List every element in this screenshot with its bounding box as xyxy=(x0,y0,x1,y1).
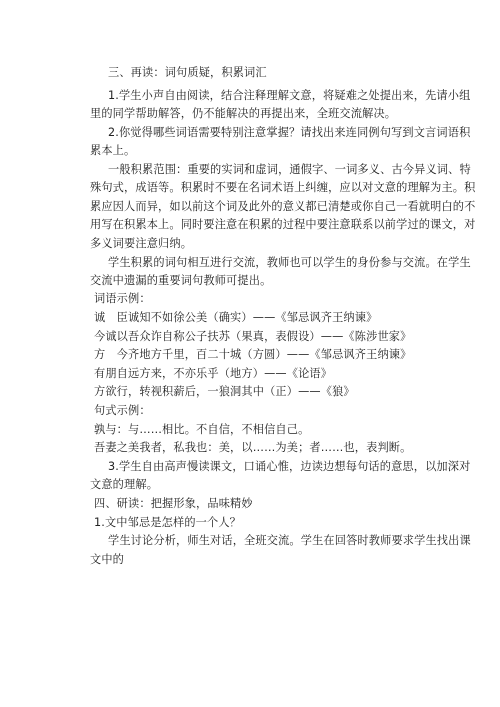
paragraph-line: 1.文中邹忌是怎样的一个人？ xyxy=(94,516,242,529)
paragraph-line: 文中的 xyxy=(90,553,125,566)
paragraph-line: 一般积累范围：重要的实词和虚词，通假字、一词多义、古今异义词、特 xyxy=(108,163,471,176)
paragraph-line: 学生讨论分析，师生对话，全班交流。学生在回答时教师要求学生找出课 xyxy=(108,534,471,547)
example-line: 孰与：与……相比。不自信，不相信自己。 xyxy=(94,423,310,436)
example-line: 诚 臣诚知不如徐公美（确实）——《邹忌讽齐王纳谏》 xyxy=(94,311,378,324)
example-line: 吾妻之美我者，私我也：美，以……为美；者……也，表判断。 xyxy=(94,441,412,454)
sentence-examples-label: 句式示例： xyxy=(94,404,151,417)
example-line: 方欲行，转视积薪后，一狼洞其中（正）——《狼》 xyxy=(94,385,355,398)
example-line: 方 今齐地方千里，百二十城（方圆）——《邹忌讽齐王纳谏》 xyxy=(94,348,412,361)
paragraph-line: 累本上。 xyxy=(90,144,136,157)
example-line: 今诚以吾众诈自称公子扶苏（果真，表假设）——《陈涉世家》 xyxy=(94,330,412,343)
paragraph-line: 里的同学帮助解答，仍不能解决的再提出来，全班交流解决。 xyxy=(90,107,397,120)
paragraph-line: 2.你觉得哪些词语需要特别注意掌握？请找出来连同例句写到文言词语积 xyxy=(108,126,471,139)
example-line: 有朋自远方来，不亦乐乎（地方）——《论语》 xyxy=(94,367,333,380)
paragraph-line: 学生积累的词句相互进行交流，教师也可以学生的身份参与交流。在学生 xyxy=(108,256,471,269)
section-heading-study: 四、研读：把握形象，品味精妙 xyxy=(94,497,253,510)
paragraph-line: 用写在积累本上。同时要注意在积累的过程中要注意联系以前学过的课文，对 xyxy=(90,218,476,231)
section-heading-reread: 三、再读：词句质疑，积累词汇 xyxy=(108,66,267,79)
word-examples-label: 词语示例： xyxy=(94,292,151,305)
paragraph-line: 多义词要注意归纳。 xyxy=(90,237,193,250)
paragraph-line: 交流中遗漏的重要词句教师可提出。 xyxy=(90,274,272,287)
paragraph-line: 1.学生小声自由阅读，结合注释理解文意，将疑难之处提出来，先请小组 xyxy=(108,89,471,102)
paragraph-line: 文意的理解。 xyxy=(90,478,159,491)
paragraph-line: 累应因人而异，如以前这个词及此外的意义都已清楚或你自己一看就明白的不 xyxy=(90,200,476,213)
paragraph-line: 3.学生自由高声慢读课文，口诵心惟，边读边想每句话的意思，以加深对 xyxy=(108,460,471,473)
paragraph-line: 殊句式，成语等。积累时不要在名词术语上纠缠，应以对文意的理解为主。积 xyxy=(90,181,476,194)
